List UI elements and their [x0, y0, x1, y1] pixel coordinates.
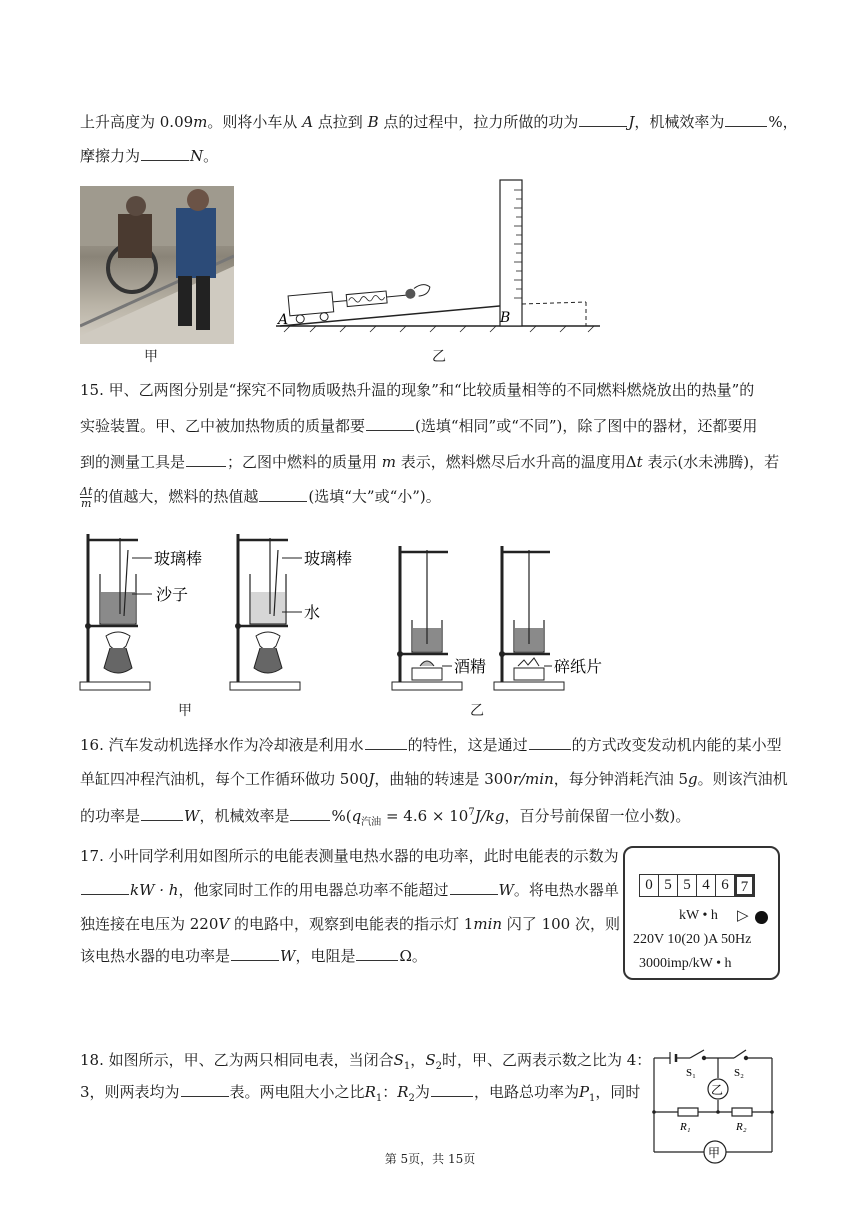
meter-digits: [639, 874, 755, 897]
q14-line2: 摩擦力为 N。: [80, 147, 219, 165]
q16-line3: 的功率是 W，机械效率是 $\%(q_{汽油} = 4.6 \times 10^7J/kg$，百分号前保留一位小数)。: [80, 807, 691, 828]
label-glass-rod-1: 玻璃棒: [154, 549, 203, 568]
meter-digit: 5: [678, 875, 697, 896]
q15-line3: 到的测量工具是 ；乙图中燃料的质量用 m 表示，燃料燃尽后水升高的温度用Δt 表示(水未沸腾)，若: [80, 453, 780, 471]
point-a-label: A: [278, 312, 289, 328]
q15-line1: 15. 甲、乙两图分别是“探究不同物质吸热升温的现象”和“比较质量相等的不同燃料燃烧放出的热量”的: [80, 381, 755, 399]
resistor-r1-label: R₁: [680, 1121, 691, 1133]
point-b-label: B: [500, 310, 511, 326]
q15-line4: $\frac{\Delta t}{m}$ 的值越大，燃料的热值越 (选填“大”或“小”)。: [80, 485, 441, 510]
q14-line1: 上升高度为 0.09m。则将小车从 A 点拉到 B 点的过程中，拉力所做的功为 J，机械效率为 %，: [80, 113, 798, 131]
answer-blank[interactable]: [259, 488, 307, 502]
q16-line1: 16. 汽车发动机选择水作为冷却液是利用水 的特性，这是通过 的方式改变发动机内能的某小型: [80, 736, 782, 754]
answer-blank[interactable]: [431, 1083, 473, 1097]
label-paper: 碎纸片: [554, 657, 603, 676]
answer-blank[interactable]: [186, 453, 226, 467]
fraction: $\frac{\Delta t}{m}$: [80, 485, 93, 510]
meter-digit: 5: [659, 875, 678, 896]
meter-digit: 4: [697, 875, 716, 896]
answer-blank[interactable]: [81, 881, 129, 895]
fig15-caption-yi: 乙: [470, 703, 484, 719]
label-alcohol: 酒精: [454, 657, 487, 676]
q17-line2: kW · h，他家同时工作的用电器总功率不能超过 W。将电热水器单: [80, 880, 619, 900]
incline-diagram: [270, 176, 610, 334]
label-water: 水: [304, 603, 321, 622]
switch-s1-label: S₁: [686, 1067, 696, 1079]
wheelchair-ramp-photo: [80, 186, 234, 344]
meter-imp: 3000imp/kW • h: [639, 956, 732, 971]
indicator-arrow-icon: ▷: [737, 908, 749, 924]
meter-jia-label: 甲: [708, 1146, 721, 1160]
meter-digit: 7: [735, 875, 754, 896]
fig14-caption-jia: 甲: [144, 349, 158, 365]
answer-blank[interactable]: [365, 736, 407, 750]
answer-blank[interactable]: [290, 807, 330, 821]
electric-meter: [623, 846, 780, 980]
meter-yi-label: 乙: [711, 1083, 724, 1097]
switch-s2-label: S₂: [734, 1067, 744, 1079]
answer-blank[interactable]: [529, 736, 571, 750]
q17-line1: 17. 小叶同学利用如图所示的电能表测量电热水器的电功率，此时电能表的示数为: [80, 847, 619, 865]
label-sand: 沙子: [156, 585, 189, 604]
fig15-caption-jia: 甲: [178, 703, 192, 719]
fig14-caption-yi: 乙: [432, 349, 446, 365]
heating-apparatus-diagram: [76, 524, 676, 700]
meter-digit: 0: [640, 875, 659, 896]
answer-blank[interactable]: [366, 417, 414, 431]
answer-blank[interactable]: [725, 113, 767, 127]
label-glass-rod-2: 玻璃棒: [304, 549, 353, 568]
meter-digit: 6: [716, 875, 735, 896]
answer-blank[interactable]: [141, 147, 189, 161]
answer-blank[interactable]: [579, 113, 627, 127]
indicator-light-icon: [755, 911, 768, 924]
q17-line4: 该电热水器的电功率是 W，电阻是 Ω。: [80, 947, 427, 965]
answer-blank[interactable]: [231, 947, 279, 961]
resistor-r2-label: R₂: [736, 1121, 747, 1133]
q18-line1: 18. 如图所示，甲、乙为两只相同电表，当闭合$S_1$，$S_2$时，甲、乙两表示数之比为 4：: [80, 1051, 652, 1072]
circuit-diagram: [646, 1044, 780, 1166]
answer-blank[interactable]: [181, 1083, 229, 1097]
answer-blank[interactable]: [356, 947, 398, 961]
meter-unit: kW • h: [679, 908, 718, 923]
page-footer: 第 5页，共 15页: [384, 1152, 476, 1166]
q17-line3: 独连接在电压为 220V 的电路中，观察到电能表的指示灯 1min 闪了 100 次，则: [80, 915, 620, 933]
q18-line2: 3，则两表均为 表。两电阻大小之比$R_1$：$R_2$为 ，电路总功率为$P_1$，同时: [80, 1083, 641, 1104]
answer-blank[interactable]: [450, 881, 498, 895]
q15-line2: 实验装置。甲、乙中被加热物质的质量都要 (选填“相同”或“不同”)，除了图中的器材，还都要用: [80, 417, 758, 435]
answer-blank[interactable]: [141, 807, 183, 821]
meter-rating: 220V 10(20 )A 50Hz: [633, 932, 752, 947]
q16-line2: 单缸四冲程汽油机，每个工作循环做功 500J，曲轴的转速是 300r/min，每分钟消耗汽油 5g。则该汽油机: [80, 770, 788, 788]
